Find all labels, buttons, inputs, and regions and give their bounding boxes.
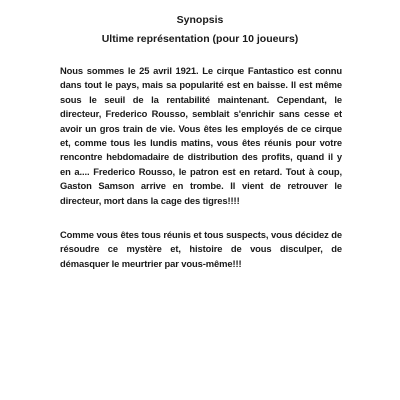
synopsis-paragraph-2: Comme vous êtes tous réunis et tous suspects, vous décidez de résoudre ce mystère et, histoire de vous disculper, de démasquer le meurtrier par vous-même!!! <box>60 229 342 269</box>
page-title: Synopsis <box>176 14 224 26</box>
synopsis-paragraph-1: Nous sommes le 25 avril 1921. Le cirque Fantastico est connu dans tout le pays, mais sa popularité est en baisse. Il est même sous le seuil de la rentabilité maintenant. Cependant, le directeur, Frederico Rousso, semblait s'enrichir sans cesse et avoir un gros train de vie. Vous êtes les employés de ce cirque et, comme tous les lundis matins, vous êtes réunis pour votre rencontre hebdomadaire de distribution des profits, quand il y en a.... Frederico Rousso, le patron est en retard. Tout à coup, Gaston Samson arrive en trombe. Il vient de retrouver le directeur, mort dans la cage des tigres!!!! <box>60 65 342 206</box>
page-subtitle: Ultime représentation (pour 10 joueurs) <box>101 33 299 45</box>
